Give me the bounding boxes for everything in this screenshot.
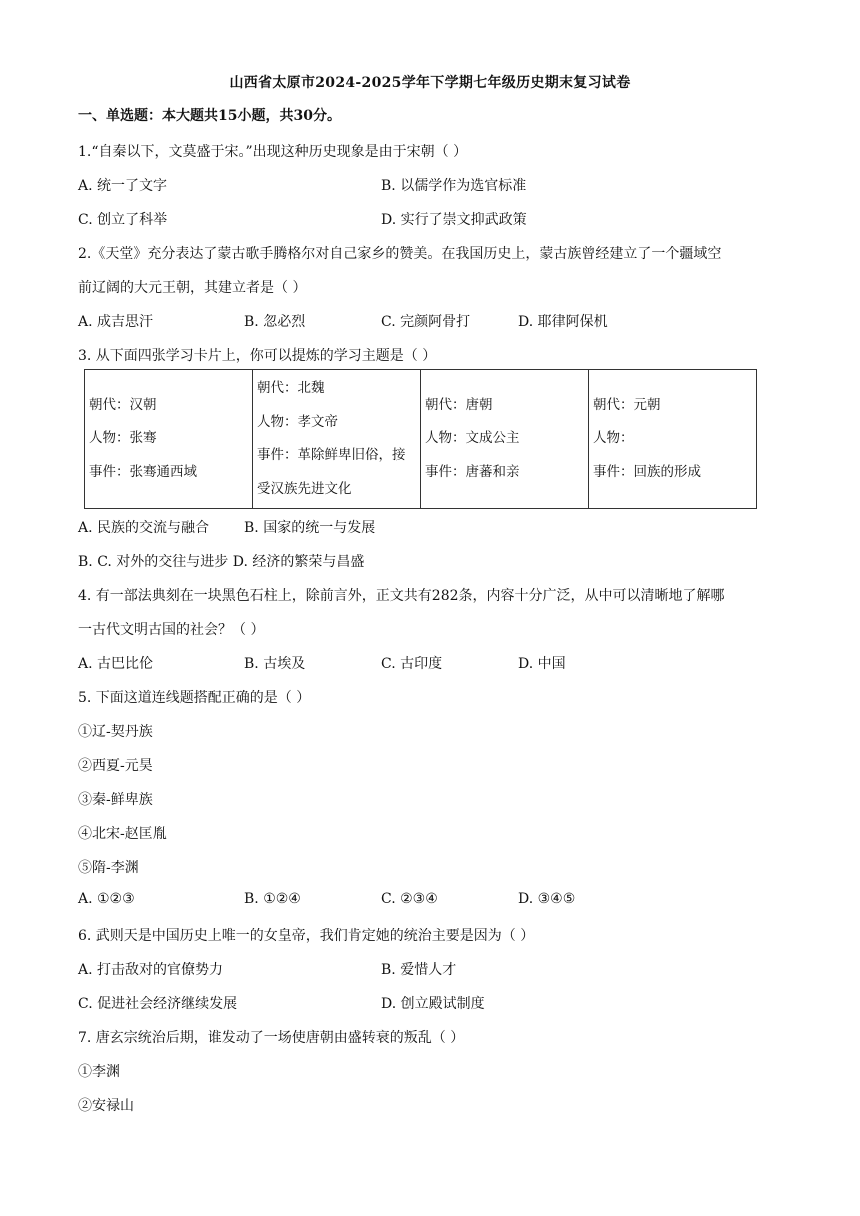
q2-stem-line2: 前辽阔的大元王朝，其建立者是（ ） bbox=[78, 280, 307, 296]
q2-option-a: A. 成吉思汗 bbox=[78, 314, 154, 330]
q4-option-d: D. 中国 bbox=[518, 656, 566, 672]
q1-option-c: C. 创立了科举 bbox=[78, 212, 168, 228]
q5-option-c: C. ②③④ bbox=[381, 891, 438, 907]
q6-option-c: C. 促进社会经济继续发展 bbox=[78, 996, 238, 1012]
q5-item-4: ④北宋-赵匡胤 bbox=[78, 826, 167, 842]
q6-option-d: D. 创立殿试制度 bbox=[381, 996, 485, 1012]
card-dynasty: 朝代：汉朝 bbox=[89, 396, 157, 413]
card-event: 事件：唐蕃和亲 bbox=[425, 463, 520, 480]
q4-stem-line2: 一古代文明古国的社会？（ ） bbox=[78, 622, 265, 638]
card-person: 人物： bbox=[593, 430, 634, 447]
q4-option-c: C. 古印度 bbox=[381, 656, 443, 672]
q6-option-b: B. 爱惜人才 bbox=[381, 962, 457, 978]
q5-item-5: ⑤隋-李渊 bbox=[78, 860, 139, 876]
q7-stem: 7. 唐玄宗统治后期，谁发动了一场使唐朝由盛转衰的叛乱（ ） bbox=[78, 1030, 465, 1046]
q4-option-b: B. 古埃及 bbox=[244, 656, 306, 672]
q7-item-2: ②安禄山 bbox=[78, 1098, 134, 1114]
q3-option-a: A. 民族的交流与融合 bbox=[78, 520, 210, 536]
q1-option-d: D. 实行了崇文抑武政策 bbox=[381, 212, 527, 228]
q3-stem: 3. 从下面四张学习卡片上，你可以提炼的学习主题是（ ） bbox=[78, 348, 437, 364]
card-dynasty: 朝代：元朝 bbox=[593, 396, 661, 413]
card-person: 人物：张骞 bbox=[89, 430, 157, 447]
q1-option-a: A. 统一了文字 bbox=[78, 178, 168, 194]
q1-stem: 1.“自秦以下，文莫盛于宋。”出现这种历史现象是由于宋朝（ ） bbox=[78, 144, 468, 160]
q5-item-2: ②西夏-元昊 bbox=[78, 758, 153, 774]
study-card-yuan bbox=[589, 370, 757, 509]
card-event: 事件：回族的形成 bbox=[593, 463, 701, 480]
card-dynasty: 朝代：北魏 bbox=[257, 380, 325, 396]
card-event: 事件：革除鲜卑旧俗，接 bbox=[257, 447, 406, 463]
q6-option-a: A. 打击敌对的官僚势力 bbox=[78, 962, 224, 978]
q1-option-b: B. 以儒学作为选官标准 bbox=[381, 178, 527, 194]
card-event-cont: 受汉族先进文化 bbox=[257, 480, 352, 497]
q4-stem-line1: 4. 有一部法典刻在一块黑色石柱上，除前言外，正文共有282条，内容十分广泛，从中可以清晰地了解哪 bbox=[78, 588, 725, 604]
q6-stem: 6. 武则天是中国历史上唯一的女皇帝，我们肯定她的统治主要是因为（ ） bbox=[78, 928, 535, 944]
exam-title: 山西省太原市2024-2025学年下学期七年级历史期末复习试卷 bbox=[229, 75, 631, 91]
q2-option-d: D. 耶律阿保机 bbox=[518, 314, 608, 330]
study-card-tang bbox=[421, 370, 589, 509]
card-person: 人物：文成公主 bbox=[425, 430, 520, 447]
q2-option-c: C. 完颜阿骨打 bbox=[381, 314, 471, 330]
q5-stem: 5. 下面这道连线题搭配正确的是（ ） bbox=[78, 690, 311, 706]
q4-option-a: A. 古巴比伦 bbox=[78, 656, 154, 672]
card-dynasty: 朝代：唐朝 bbox=[425, 396, 493, 413]
study-card-han bbox=[85, 370, 253, 509]
q5-option-a: A. ①②③ bbox=[78, 891, 135, 907]
study-cards-table bbox=[84, 369, 757, 509]
card-event: 事件：张骞通西域 bbox=[89, 463, 197, 480]
q5-option-b: B. ①②④ bbox=[244, 891, 301, 907]
q3-option-cd: B. C. 对外的交往与进步 D. 经济的繁荣与昌盛 bbox=[78, 554, 365, 570]
q3-option-b: B. 国家的统一与发展 bbox=[244, 520, 376, 536]
card-person: 人物：孝文帝 bbox=[257, 413, 338, 430]
q7-item-1: ①李渊 bbox=[78, 1064, 120, 1080]
q5-item-3: ③秦-鲜卑族 bbox=[78, 792, 153, 808]
section-heading: 一、单选题：本大题共15小题，共30分。 bbox=[78, 108, 341, 124]
q5-option-d: D. ③④⑤ bbox=[518, 891, 576, 907]
q2-option-b: B. 忽必烈 bbox=[244, 314, 306, 330]
q5-item-1: ①辽-契丹族 bbox=[78, 724, 153, 740]
q2-stem-line1: 2.《天堂》充分表达了蒙古歌手腾格尔对自己家乡的赞美。在我国历史上，蒙古族曾经建立了一个疆域空 bbox=[78, 246, 722, 262]
study-card-beiwei bbox=[253, 370, 421, 509]
